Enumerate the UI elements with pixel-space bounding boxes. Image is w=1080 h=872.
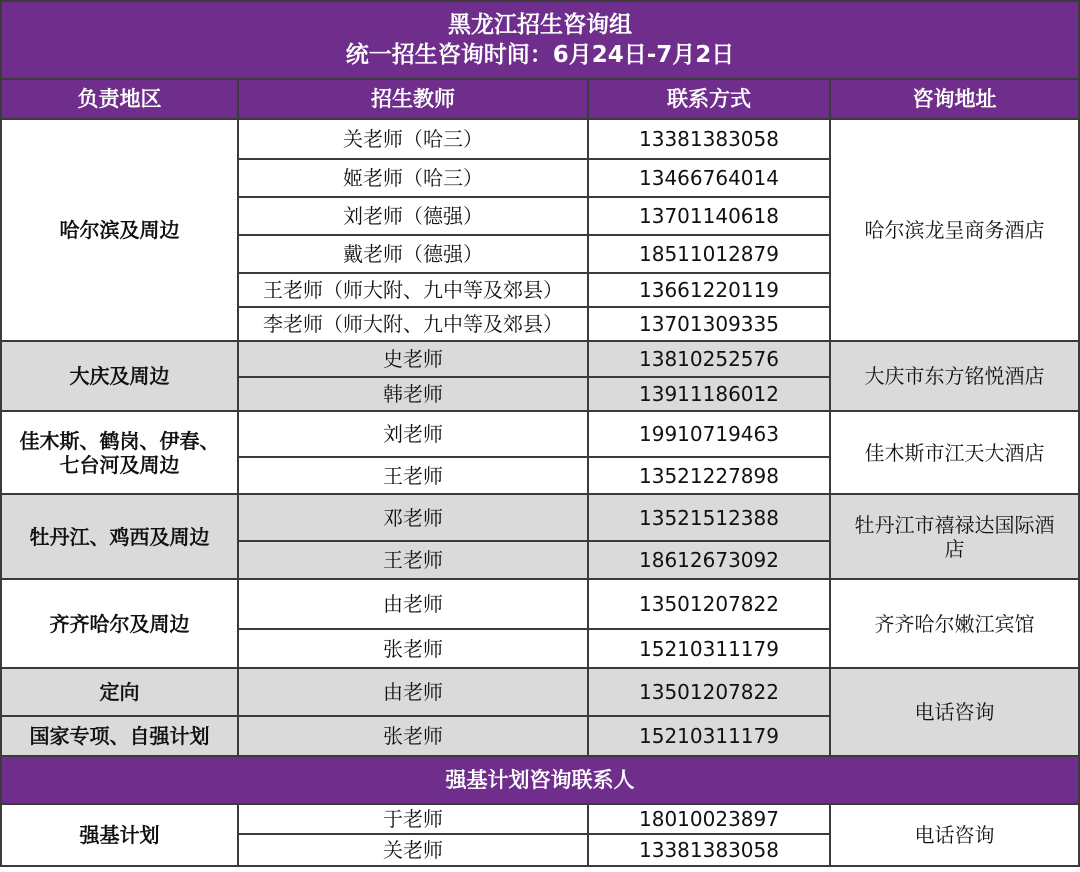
header-teacher: 招生教师 <box>238 79 588 119</box>
phone-cell: 13521227898 <box>588 457 830 494</box>
table-row <box>1 341 1079 377</box>
teacher-cell: 戴老师（德强） <box>238 235 588 273</box>
section-header-row <box>1 756 1079 804</box>
phone-cell: 15210311179 <box>588 716 830 756</box>
region-cell: 哈尔滨及周边 <box>1 119 238 341</box>
phone-cell: 13810252576 <box>588 341 830 377</box>
teacher-cell: 王老师 <box>238 457 588 494</box>
address-cell: 大庆市东方铭悦酒店 <box>830 341 1079 411</box>
table-row <box>1 579 1079 629</box>
phone-cell: 13911186012 <box>588 377 830 411</box>
page-title <box>1 1 1079 79</box>
teacher-cell: 邓老师 <box>238 494 588 541</box>
header-address: 咨询地址 <box>830 79 1079 119</box>
teacher-cell: 张老师 <box>238 716 588 756</box>
phone-cell: 13501207822 <box>588 668 830 716</box>
phone-cell: 15210311179 <box>588 629 830 668</box>
phone-cell: 18511012879 <box>588 235 830 273</box>
phone-cell: 13381383058 <box>588 119 830 159</box>
region-cell <box>1 411 238 494</box>
address-line-2: 店 <box>944 536 965 561</box>
teacher-cell: 刘老师 <box>238 411 588 457</box>
table-row <box>1 494 1079 541</box>
table-row <box>1 668 1079 716</box>
title-row <box>1 1 1079 79</box>
table-row <box>1 411 1079 457</box>
phone-cell: 13661220119 <box>588 273 830 307</box>
table-row <box>1 119 1079 159</box>
teacher-cell: 王老师（师大附、九中等及郊县） <box>238 273 588 307</box>
title-line-2: 统一招生咨询时间：6月24日-7月2日 <box>345 42 735 68</box>
phone-cell: 13381383058 <box>588 834 830 866</box>
phone-cell: 19910719463 <box>588 411 830 457</box>
region-cell: 强基计划 <box>1 804 238 866</box>
teacher-cell: 关老师（哈三） <box>238 119 588 159</box>
phone-cell: 13701309335 <box>588 307 830 341</box>
teacher-cell: 刘老师（德强） <box>238 197 588 235</box>
teacher-cell: 李老师（师大附、九中等及郊县） <box>238 307 588 341</box>
teacher-cell: 史老师 <box>238 341 588 377</box>
teacher-cell: 韩老师 <box>238 377 588 411</box>
address-cell: 佳木斯市江天大酒店 <box>830 411 1079 494</box>
phone-cell: 18010023897 <box>588 804 830 834</box>
teacher-cell: 由老师 <box>238 579 588 629</box>
teacher-cell: 姬老师（哈三） <box>238 159 588 197</box>
table-row <box>1 804 1079 834</box>
teacher-cell: 张老师 <box>238 629 588 668</box>
region-cell: 国家专项、自强计划 <box>1 716 238 756</box>
phone-cell: 13701140618 <box>588 197 830 235</box>
teacher-cell: 关老师 <box>238 834 588 866</box>
phone-cell: 13501207822 <box>588 579 830 629</box>
header-row <box>1 79 1079 119</box>
phone-cell: 13521512388 <box>588 494 830 541</box>
phone-cell: 18612673092 <box>588 541 830 579</box>
address-line-1: 牡丹江市禧禄达国际酒 <box>854 512 1055 537</box>
region-cell: 大庆及周边 <box>1 341 238 411</box>
header-contact: 联系方式 <box>588 79 830 119</box>
header-region: 负责地区 <box>1 79 238 119</box>
address-cell: 哈尔滨龙呈商务酒店 <box>830 119 1079 341</box>
teacher-cell: 于老师 <box>238 804 588 834</box>
title-line-1: 黑龙江招生咨询组 <box>448 12 632 38</box>
address-cell: 电话咨询 <box>830 804 1079 866</box>
teacher-cell: 王老师 <box>238 541 588 579</box>
region-cell: 齐齐哈尔及周边 <box>1 579 238 668</box>
teacher-cell: 由老师 <box>238 668 588 716</box>
phone-cell: 13466764014 <box>588 159 830 197</box>
address-cell <box>830 494 1079 579</box>
section-title: 强基计划咨询联系人 <box>1 756 1079 804</box>
address-cell: 齐齐哈尔嫩江宾馆 <box>830 579 1079 668</box>
region-line-1: 佳木斯、鹤岗、伊春、 <box>19 428 220 453</box>
region-cell: 牡丹江、鸡西及周边 <box>1 494 238 579</box>
region-cell: 定向 <box>1 668 238 716</box>
address-cell: 电话咨询 <box>830 668 1079 756</box>
region-line-2: 七台河及周边 <box>59 452 180 477</box>
